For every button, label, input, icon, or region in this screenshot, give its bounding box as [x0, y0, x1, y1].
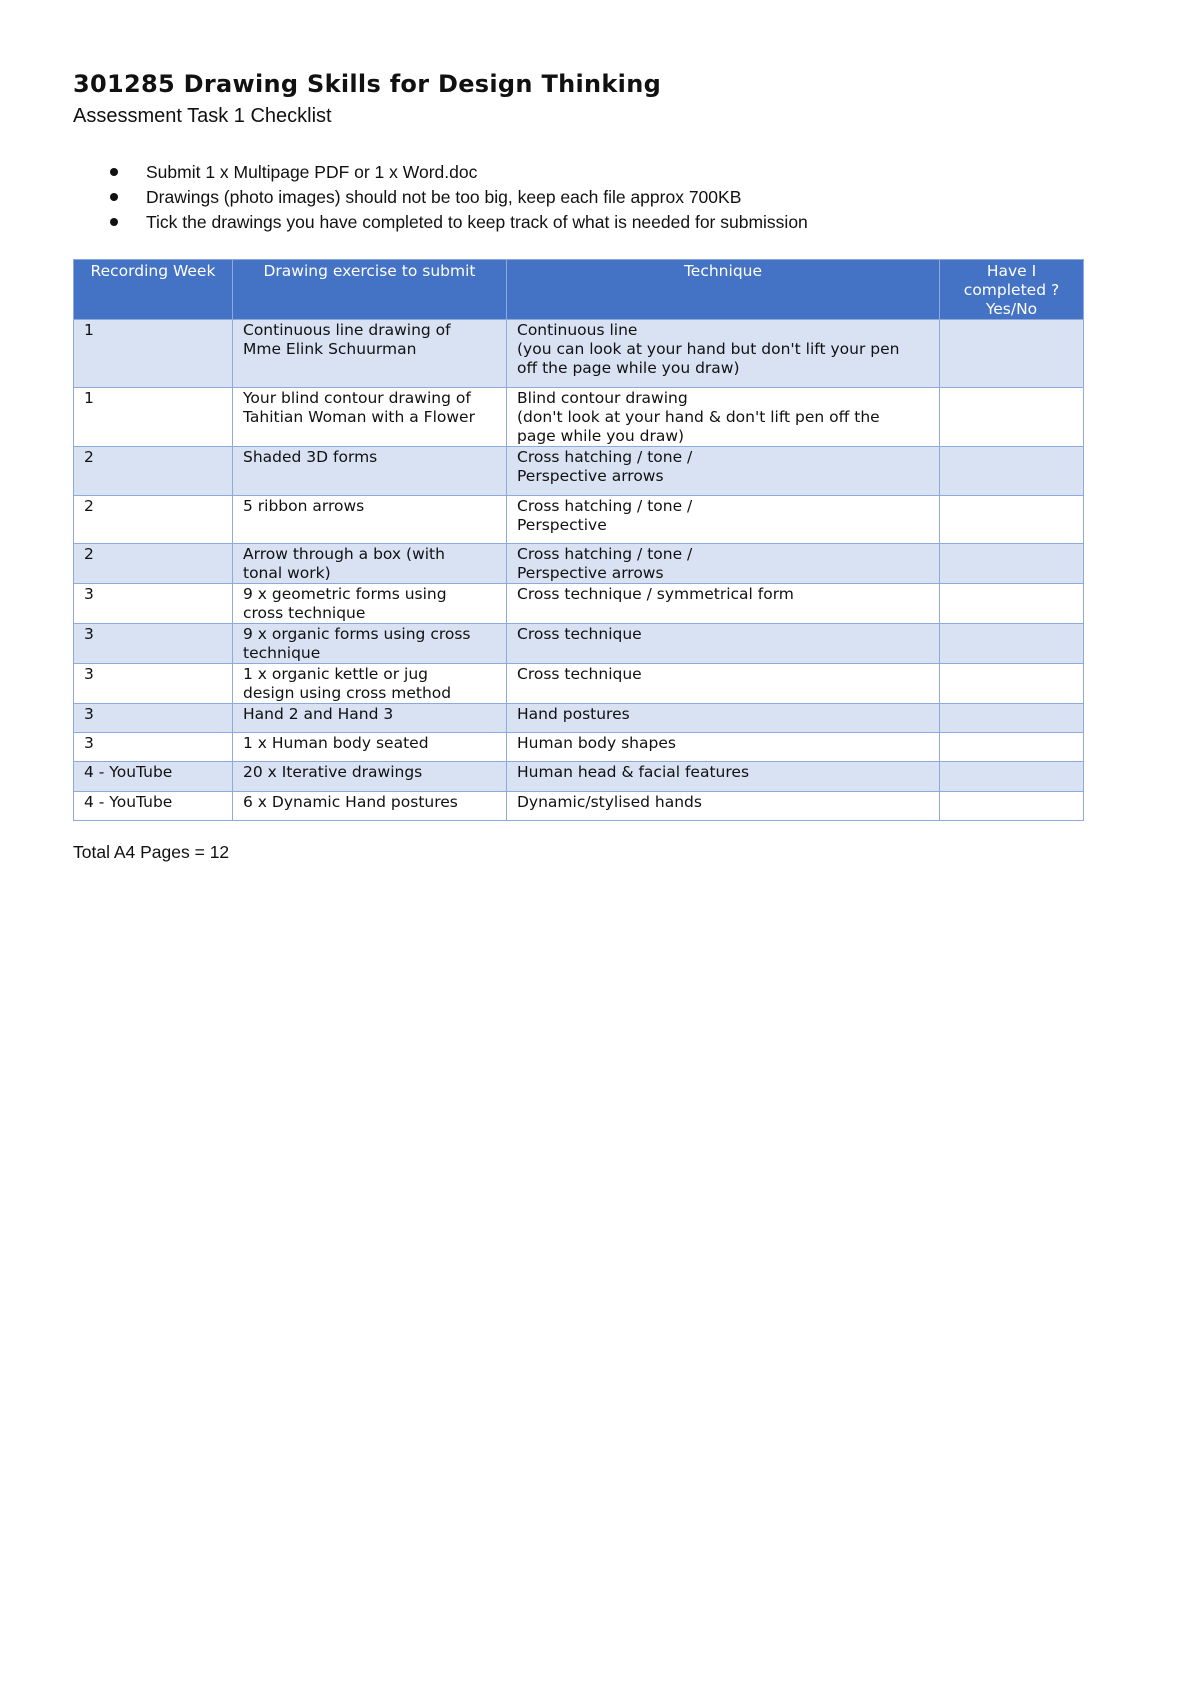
cell-completed[interactable]	[940, 388, 1084, 447]
cell-exercise	[233, 733, 507, 762]
cell-line: 6 x Dynamic Hand postures	[243, 793, 458, 811]
instruction-text: Drawings (photo images) should not be too big, keep each file approx 700KB	[146, 187, 742, 207]
cell-line: Cross technique	[517, 625, 642, 643]
cell-technique	[507, 584, 940, 624]
table-row	[74, 584, 1084, 624]
cell-completed[interactable]	[940, 584, 1084, 624]
cell-exercise	[233, 704, 507, 733]
bullet-icon	[110, 168, 118, 176]
cell-line: Perspective	[517, 516, 607, 534]
cell-technique	[507, 762, 940, 792]
cell-week: 1	[74, 320, 233, 388]
table-row	[74, 664, 1084, 704]
instruction-text: Tick the drawings you have completed to keep track of what is needed for submission	[146, 212, 808, 232]
header-completed-line: completed ?	[963, 281, 1060, 299]
cell-line: Cross hatching / tone /	[517, 448, 693, 466]
cell-exercise	[233, 447, 507, 496]
cell-completed[interactable]	[940, 762, 1084, 792]
table-header-row	[74, 260, 1084, 320]
header-completed-line: Have I	[986, 262, 1037, 280]
cell-line: (don't look at your hand & don't lift pen off the	[517, 408, 880, 426]
cell-line: Continuous line	[517, 321, 638, 339]
bullet-icon	[110, 193, 118, 201]
cell-completed[interactable]	[940, 664, 1084, 704]
cell-line: Perspective arrows	[517, 467, 664, 485]
cell-week: 2	[74, 544, 233, 584]
cell-week: 1	[74, 388, 233, 447]
cell-line: Cross hatching / tone /	[517, 497, 693, 515]
cell-exercise	[233, 496, 507, 544]
document-title: 301285 Drawing Skills for Design Thinking	[73, 70, 662, 98]
cell-line: page while you draw)	[517, 427, 685, 445]
table-row	[74, 388, 1084, 447]
document-subtitle: Assessment Task 1 Checklist	[73, 105, 332, 127]
table-row	[74, 496, 1084, 544]
header-technique: Technique	[507, 260, 940, 320]
cell-line: Hand 2 and Hand 3	[243, 705, 394, 723]
cell-technique	[507, 792, 940, 821]
cell-completed[interactable]	[940, 544, 1084, 584]
table-row	[74, 792, 1084, 821]
cell-line: Cross technique	[517, 665, 642, 683]
cell-line: technique	[243, 644, 321, 662]
cell-exercise	[233, 792, 507, 821]
table-row	[74, 733, 1084, 762]
instruction-item	[73, 185, 808, 210]
table-row	[74, 544, 1084, 584]
cell-exercise	[233, 544, 507, 584]
table-row	[74, 447, 1084, 496]
cell-line: Hand postures	[517, 705, 630, 723]
cell-completed[interactable]	[940, 447, 1084, 496]
checklist-table	[73, 259, 1084, 821]
table-row	[74, 624, 1084, 664]
cell-completed[interactable]	[940, 792, 1084, 821]
cell-week: 2	[74, 496, 233, 544]
cell-technique	[507, 664, 940, 704]
instruction-text: Submit 1 x Multipage PDF or 1 x Word.doc	[146, 162, 478, 182]
cell-line: Mme Elink Schuurman	[243, 340, 417, 358]
cell-exercise	[233, 388, 507, 447]
cell-exercise	[233, 624, 507, 664]
cell-week: 3	[74, 733, 233, 762]
cell-completed[interactable]	[940, 733, 1084, 762]
header-completed-line: Yes/No	[985, 300, 1038, 318]
cell-line: Human head & facial features	[517, 763, 750, 781]
cell-line: off the page while you draw)	[517, 359, 740, 377]
header-completed	[940, 260, 1084, 320]
cell-completed[interactable]	[940, 320, 1084, 388]
cell-line: Human body shapes	[517, 734, 676, 752]
cell-technique	[507, 447, 940, 496]
instructions-list	[73, 160, 808, 235]
cell-technique	[507, 388, 940, 447]
cell-line: Cross technique / symmetrical form	[517, 585, 794, 603]
cell-technique	[507, 496, 940, 544]
cell-line: 9 x geometric forms using	[243, 585, 447, 603]
cell-line: Shaded 3D forms	[243, 448, 378, 466]
cell-technique	[507, 624, 940, 664]
cell-line: Cross hatching / tone /	[517, 545, 693, 563]
instruction-item	[73, 210, 808, 235]
cell-line: design using cross method	[243, 684, 452, 702]
cell-week: 3	[74, 664, 233, 704]
header-drawing-exercise: Drawing exercise to submit	[233, 260, 507, 320]
cell-technique	[507, 320, 940, 388]
cell-line: Continuous line drawing of	[243, 321, 451, 339]
cell-line: 1 x organic kettle or jug	[243, 665, 429, 683]
cell-line: 5 ribbon arrows	[243, 497, 365, 515]
cell-exercise	[233, 762, 507, 792]
table-row	[74, 320, 1084, 388]
instruction-item	[73, 160, 808, 185]
cell-line: 20 x Iterative drawings	[243, 763, 423, 781]
cell-line: cross technique	[243, 604, 366, 622]
cell-week: 4 - YouTube	[74, 792, 233, 821]
cell-exercise	[233, 664, 507, 704]
cell-completed[interactable]	[940, 496, 1084, 544]
cell-week: 4 - YouTube	[74, 762, 233, 792]
cell-technique	[507, 733, 940, 762]
cell-line: 9 x organic forms using cross	[243, 625, 471, 643]
cell-line: tonal work)	[243, 564, 331, 582]
cell-line: (you can look at your hand but don't lift your pen	[517, 340, 900, 358]
cell-completed[interactable]	[940, 704, 1084, 733]
cell-line: Arrow through a box (with	[243, 545, 445, 563]
cell-line: 1 x Human body seated	[243, 734, 429, 752]
cell-completed[interactable]	[940, 624, 1084, 664]
table-row	[74, 762, 1084, 792]
cell-week: 3	[74, 584, 233, 624]
cell-exercise	[233, 320, 507, 388]
cell-exercise	[233, 584, 507, 624]
cell-line: Dynamic/stylised hands	[517, 793, 702, 811]
header-recording-week: Recording Week	[74, 260, 233, 320]
cell-line: Your blind contour drawing of	[243, 389, 471, 407]
total-pages-text: Total A4 Pages = 12	[73, 842, 230, 862]
cell-week: 3	[74, 624, 233, 664]
table-row	[74, 704, 1084, 733]
cell-line: Blind contour drawing	[517, 389, 688, 407]
cell-week: 3	[74, 704, 233, 733]
bullet-icon	[110, 218, 118, 226]
cell-technique	[507, 704, 940, 733]
cell-week: 2	[74, 447, 233, 496]
cell-technique	[507, 544, 940, 584]
cell-line: Tahitian Woman with a Flower	[243, 408, 475, 426]
cell-line: Perspective arrows	[517, 564, 664, 582]
